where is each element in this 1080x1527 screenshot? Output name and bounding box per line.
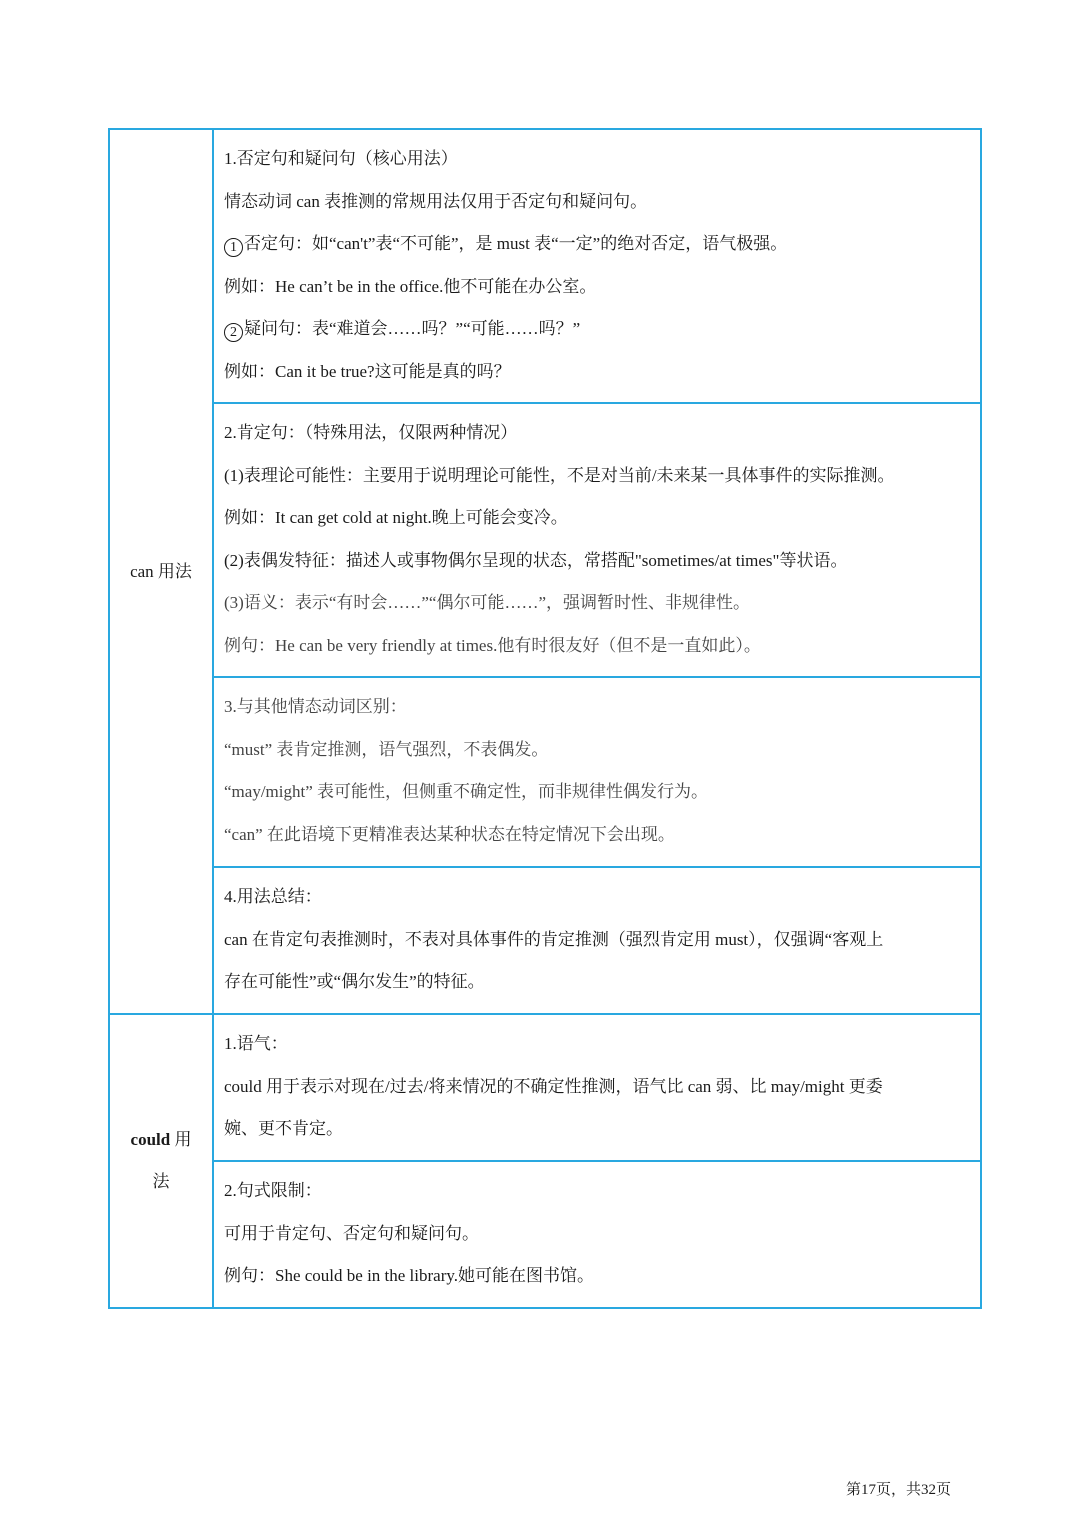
text-line: can 在肯定句表推测时，不表对具体事件的肯定推测（强烈肯定用 must），仅强调“客观上: [224, 929, 884, 949]
text-line: 情态动词 can 表推测的常规用法仅用于否定句和疑问句。: [224, 191, 648, 211]
text-line: (3)语义：表示“有时会……”“偶尔可能……”，强调暂时性、非规律性。: [224, 593, 751, 613]
section-heading: 3.与其他情态动词区别：: [224, 697, 407, 716]
example-line: 例如：It can get cold at night.晚上可能会变冷。: [224, 508, 568, 528]
section-could-2: [213, 1161, 981, 1308]
row-label-text-line2: 法: [152, 1172, 170, 1191]
section-heading: 4.用法总结：: [224, 887, 322, 906]
text-line: “may/might” 表可能性，但侧重不确定性，而非规律性偶发行为。: [224, 782, 709, 802]
example-line: 例如：He can’t be in the office.他不可能在办公室。: [224, 276, 597, 296]
section-heading: 2.肯定句：（特殊用法，仅限两种情况）: [224, 423, 518, 442]
row-label-can: [109, 129, 213, 1014]
example-line: 例如：Can it be true?这可能是真的吗？: [224, 361, 511, 381]
table-row-can: [109, 129, 981, 403]
text-line: could 用于表示对现在/过去/将来情况的不确定性推测，语气比 can 弱、比 may/might 更委: [224, 1076, 883, 1096]
table-row-can-3: [109, 677, 981, 867]
table-row-can-4: [109, 867, 981, 1014]
section-heading: 2.句式限制：: [224, 1181, 322, 1200]
section-can-2: [213, 403, 981, 677]
section-can-4: [213, 867, 981, 1014]
section-can-1: [213, 129, 981, 403]
text-line: (2)表偶发特征：描述人或事物偶尔呈现的状态，常搭配"sometimes/at times"等状语。: [224, 550, 848, 570]
section-heading: 1.语气：: [224, 1034, 288, 1053]
text-line: 可用于肯定句、否定句和疑问句。: [224, 1223, 479, 1243]
row-label-text: [110, 1119, 212, 1161]
page-number: 第17页，共32页: [846, 1482, 952, 1498]
section-can-3: [213, 677, 981, 867]
table-row-can-2: [109, 403, 981, 677]
row-label-could: [109, 1014, 213, 1308]
text-line-content: 否定句：如“can't”表“不可能”，是 must 表“一定”的绝对否定，语气极强。: [244, 234, 788, 254]
example-line: 例句：She could be in the library.她可能在图书馆。: [224, 1266, 595, 1286]
text-line-content: 疑问句：表“难道会……吗？”“可能……吗？”: [244, 319, 581, 339]
text-line: (1)表理论可能性：主要用于说明理论可能性，不是对当前/未来某一具体事件的实际推测。: [224, 465, 895, 485]
text-line: [224, 308, 970, 351]
table-row-could: [109, 1014, 981, 1161]
text-line: 婉、更不肯定。: [224, 1119, 343, 1139]
row-label-rest: 用: [170, 1130, 192, 1149]
text-line: [224, 223, 970, 266]
circled-number-marker: 1: [224, 238, 243, 257]
text-line: “can” 在此语境下更精准表达某种状态在特定情况下会出现。: [224, 824, 675, 844]
section-heading: 1.否定句和疑问句（核心用法）: [224, 149, 458, 168]
grammar-table: [108, 128, 982, 1309]
section-could-1: [213, 1014, 981, 1161]
table-row-could-2: [109, 1161, 981, 1308]
text-line: 存在可能性”或“偶尔发生”的特征。: [224, 972, 485, 992]
text-line: “must” 表肯定推测，语气强烈，不表偶发。: [224, 739, 549, 759]
circled-number-marker: 2: [224, 323, 243, 342]
row-label-text: can 用法: [130, 561, 192, 581]
example-line: 例句：He can be very friendly at times.他有时很友好（但不是一直如此）。: [224, 635, 761, 655]
row-label-bold: could: [130, 1130, 171, 1149]
